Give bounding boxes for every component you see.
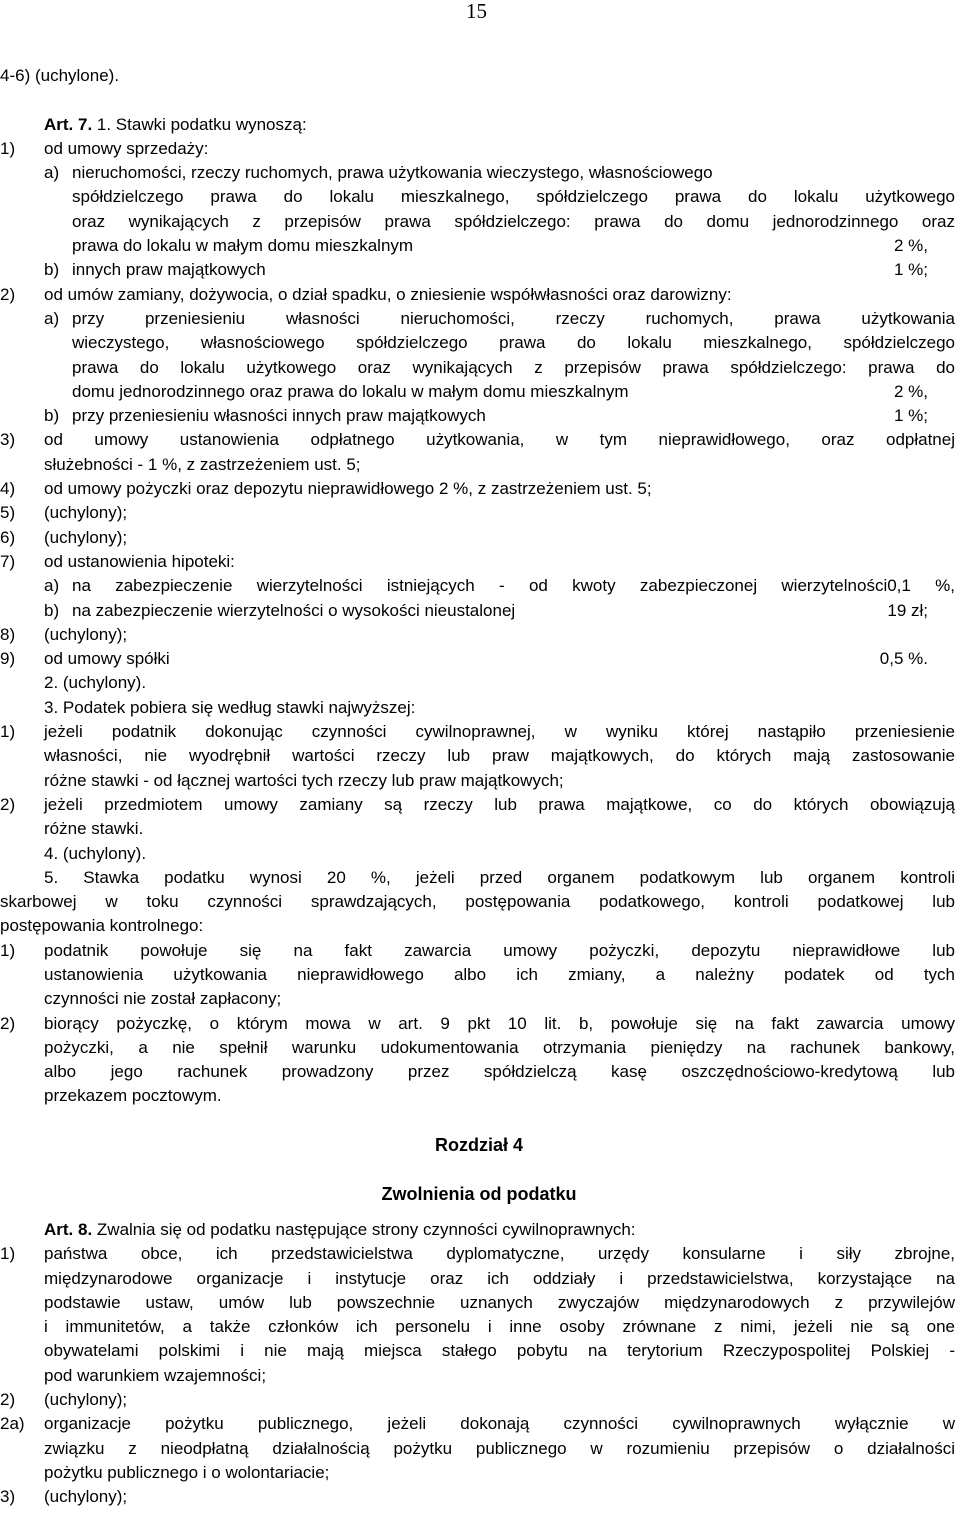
section-3-point-2: 2) jeżeli przedmiotem umowy zamiany są rzeczy lub prawa majątkowe, co do których obowiązują [0,794,955,814]
art8-point-2a-cont: pożytku publicznego i o wolontariacie; [44,1462,330,1482]
point-6: 6) (uchylony); [0,527,128,547]
article-8-label: Art. 8. [44,1219,93,1239]
point-1a-line: oraz wynikających z przepisów prawa spółdzielczego: prawa do domu jednorodzinnego oraz [72,211,955,231]
art8-point-1-cont: podstawie ustaw, umów lub powszechnie uznanych zwyczajów międzynarodowych z przywilejów [44,1292,955,1312]
section-3-point-1-cont: różne stawki - od łącznej wartości tych rzeczy lub praw majątkowych; [44,770,564,790]
page-number: 15 [466,0,487,23]
point-5: 5) (uchylony); [0,503,128,523]
rate: 2 %, [893,381,928,401]
rate: 1 %; [893,406,928,426]
section-3-point-1-cont: własności, nie wyodrębnił wartości rzeczy lub praw majątkowych, do których mają zastosowanie [44,746,955,766]
art8-point-2: 2) (uchylony); [0,1390,128,1410]
point-2: 2) od umów zamiany, dożywocia, o dział spadku, o zniesienie współwłasności oraz darowizny: [0,284,732,304]
article-7-label: Art. 7. [44,114,93,134]
section-5-point-2: 2) biorący pożyczkę, o którym mowa w art. 9 pkt 10 lit. b, powołuje się na fakt zawarcia umowy [0,1013,955,1033]
point-3: 3) od umowy ustanowienia odpłatnego użytkowania, w tym nieprawidłowego, oraz odpłatnej [0,430,955,450]
article-8-intro: Zwalnia się od podatku następujące strony czynności cywilnoprawnych: [92,1219,636,1239]
point-7: 7) od ustanowienia hipoteki: [0,551,235,571]
rate: 1 %; [893,260,928,280]
point-1: 1) od umowy sprzedaży: [0,138,209,158]
document-body [0,64,958,1510]
section-5-cont: postępowania kontrolnego: [0,916,204,936]
section-5-point-2-cont: pożyczki, a nie spełnił warunku udokumentowania otrzymania pieniędzy na rachunek bankowy, [44,1037,955,1057]
article-8-heading [0,1218,958,1242]
article-6-tail: 4-6) (uchylone). [0,66,120,85]
section-5-point-2-cont: przekazem pocztowym. [44,1086,222,1106]
rate: 19 zł; [887,600,928,620]
article-7-intro: 1. Stawki podatku wynoszą: [92,114,307,134]
art8-point-1: 1) państwa obce, ich przedstawicielstwa dyplomatyczne, urzędy konsularne i siły zbrojne, [0,1244,955,1264]
art8-point-2a: 2a) organizacje pożytku publicznego, jeżeli dokonają czynności cywilnoprawnych wyłącznie w [0,1414,955,1434]
section-5-point-2-cont: albo jego rachunek prowadzony przez spółdzielczą kasę oszczędnościowo-kredytową lub [44,1062,955,1082]
art8-point-1-cont: międzynarodowe organizacje i instytucje oraz ich oddziały i przedstawicielstwa, korzystające na [44,1268,955,1288]
point-2a-line: a) przy przeniesieniu własności nieruchomości, rzeczy ruchomych, prawa użytkowania [44,308,955,328]
point-4: 4) od umowy pożyczki oraz depozytu nieprawidłowego 2 %, z zastrzeżeniem ust. 5; [0,479,652,499]
point-9: 9) od umowy spółki 0,5 %. [0,647,958,671]
section-3-point-1: 1) jeżeli podatnik dokonując czynności cywilnoprawnej, w wyniku której nastąpiło przeniesienie [0,722,955,742]
chapter-number: Rozdział 4 [434,1135,523,1156]
section-5-point-1: 1) podatnik powołuje się na fakt zawarcia umowy pożyczki, depozytu nieprawidłowe lub [0,940,955,960]
point-2a-line: prawa do lokalu użytkowego oraz wynikających z przepisów prawa spółdzielczego: prawa do [72,357,955,377]
rate: 2 %, [893,236,928,256]
section-5: 5. Stawka podatku wynosi 20 %, jeżeli przed organem podatkowym lub organem kontroli [44,867,955,887]
point-2a-line: domu jednorodzinnego oraz prawa do lokalu w małym domu mieszkalnym 2 %, [0,380,958,404]
section-5-point-1-cont: ustanowienia użytkowania nieprawidłowego albo ich zmiany, a należny podatek od tych [44,964,955,984]
point-7a: a) na zabezpieczenie wierzytelności istniejących - od kwoty zabezpieczonej wierzytelności0,1 %, [44,576,955,596]
art8-point-3: 3) (uchylony); [0,1487,128,1507]
point-1a-line: spółdzielczego prawa do lokalu mieszkalnego, spółdzielczego prawa do lokalu użytkowego [72,187,955,207]
point-2b: b) przy przeniesieniu własności innych praw majątkowych 1 %; [0,404,958,428]
point-8: 8) (uchylony); [0,624,128,644]
section-3: 3. Podatek pobiera się według stawki najwyższej: [44,697,416,717]
section-3-point-2-cont: różne stawki. [44,819,144,839]
point-1a-line: a) nieruchomości, rzeczy ruchomych, prawa użytkowania wieczystego, własnościowego [44,163,713,183]
article-7-heading [0,113,958,137]
point-7b: b) na zabezpieczenie wierzytelności o wysokości nieustalonej 19 zł; [0,599,958,623]
section-5-point-1-cont: czynności nie został zapłacony; [44,989,282,1009]
rate: 0,5 %. [879,649,928,669]
art8-point-1-cont: obywatelami polskimi i nie mają miejsca stałego pobytu na terytorium Rzeczypospolitej Polskiej - [44,1341,955,1361]
art8-point-1-cont: pod warunkiem wzajemności; [44,1365,267,1385]
section-5-cont: skarbowej w toku czynności sprawdzających, postępowania podatkowego, kontroli podatkowej lub [0,892,955,912]
section-4: 4. (uchylony). [44,843,147,863]
point-2a-line: wieczystego, własnościowego spółdzielczego prawa do lokalu mieszkalnego, spółdzielczego [72,333,955,353]
point-1a-line: prawa do lokalu w małym domu mieszkalnym 2 %, [0,234,958,258]
chapter-title: Zwolnienia od podatku [381,1183,577,1204]
section-2: 2. (uchylony). [44,673,147,693]
point-1b: b) innych praw majątkowych 1 %; [0,258,958,282]
point-3-cont: służebności - 1 %, z zastrzeżeniem ust. 5; [44,454,361,474]
art8-point-2a-cont: związku z nieodpłatną działalnością pożytku publicznego w rozumieniu przepisów o działalności [44,1438,955,1458]
art8-point-1-cont: i immunitetów, a także członków ich personelu i inne osoby zrównane z nimi, jeżeli nie są one [44,1317,955,1337]
